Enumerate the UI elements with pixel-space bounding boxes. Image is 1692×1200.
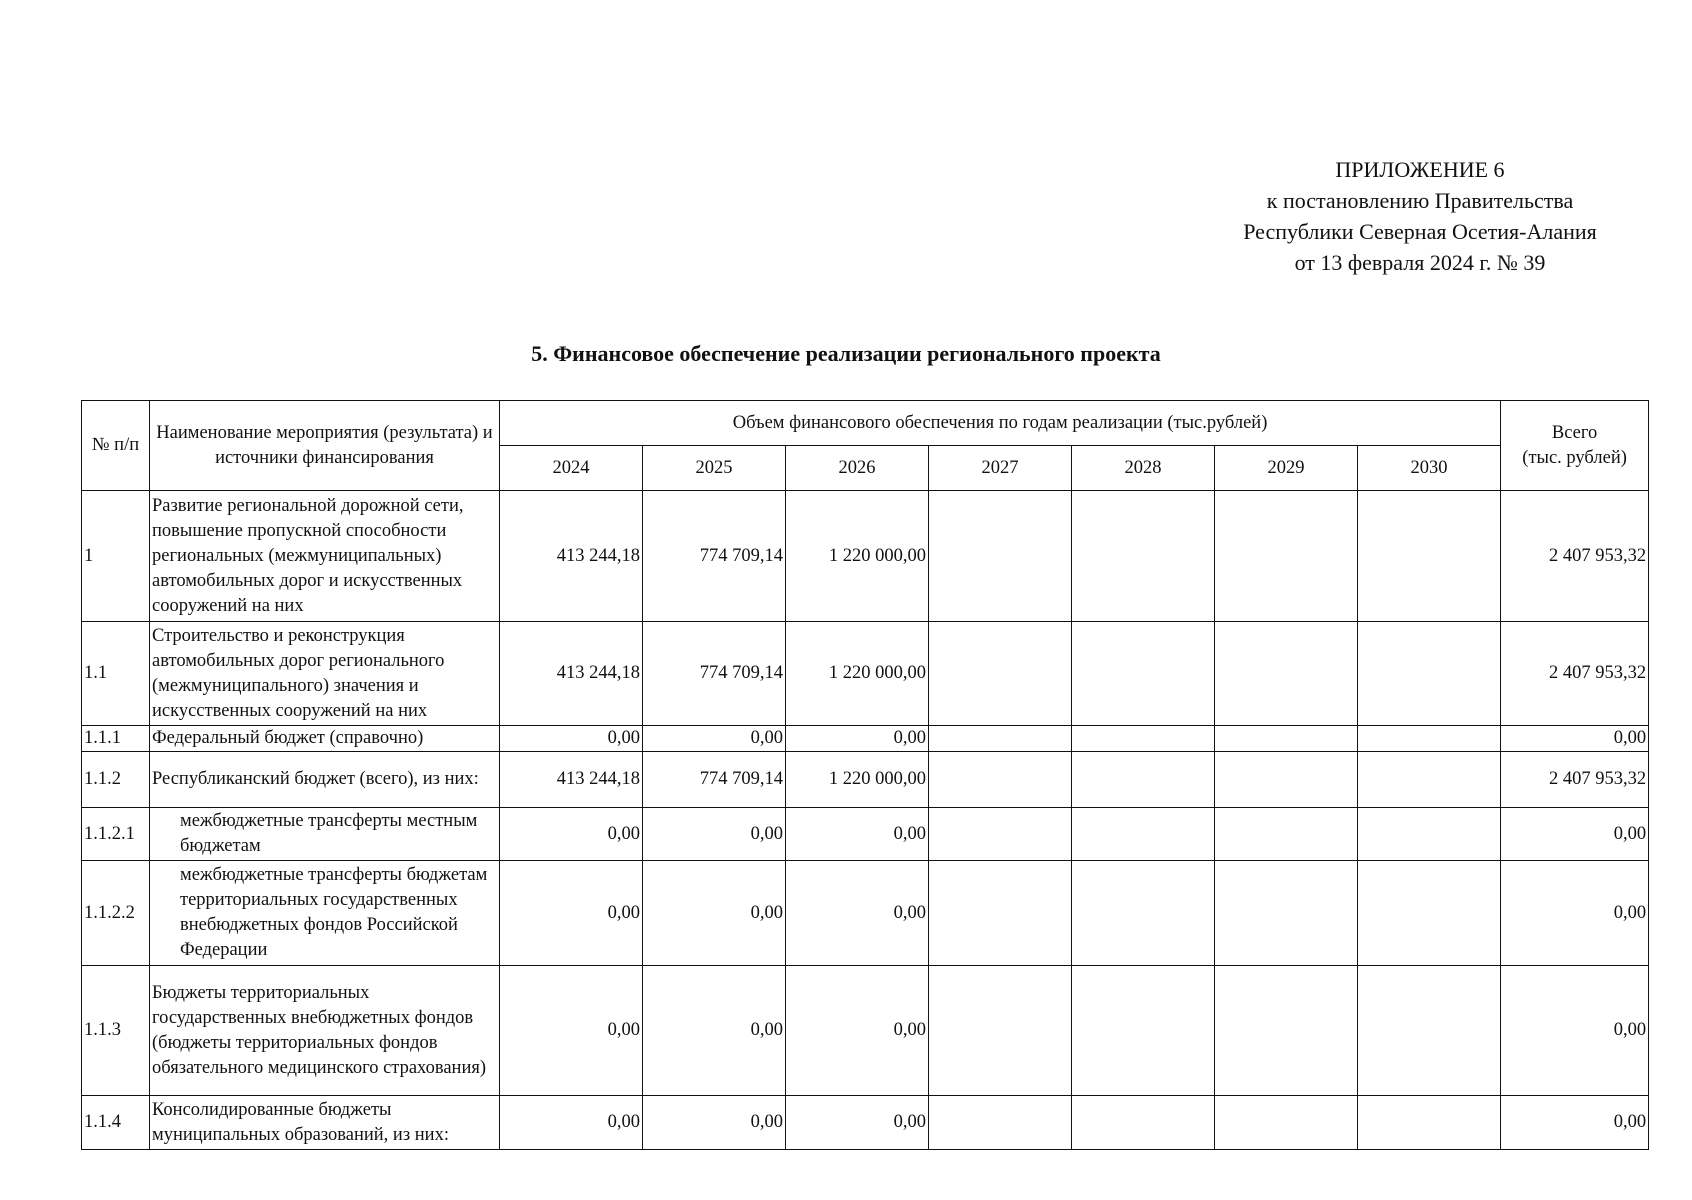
header-num: № п/п [82, 401, 150, 491]
value-cell: 0,00 [786, 726, 929, 752]
value-cell [1358, 622, 1501, 726]
value-cell [1215, 726, 1358, 752]
header-year: 2027 [929, 446, 1072, 491]
value-cell: 1 220 000,00 [786, 491, 929, 622]
value-cell: 0,00 [786, 966, 929, 1096]
row-name: Бюджеты территориальных государственных внебюджетных фондов (бюджеты территориальных фондов обязательного медицинского страхования) [150, 966, 500, 1096]
total-cell: 2 407 953,32 [1501, 491, 1649, 622]
value-cell [1072, 966, 1215, 1096]
value-cell [929, 861, 1072, 966]
header-volume: Объем финансового обеспечения по годам реализации (тыс.рублей) [500, 401, 1501, 446]
value-cell: 0,00 [643, 808, 786, 861]
value-cell [1072, 808, 1215, 861]
value-cell: 0,00 [500, 726, 643, 752]
value-cell: 774 709,14 [643, 752, 786, 808]
value-cell [1215, 1096, 1358, 1150]
value-cell [1072, 622, 1215, 726]
header-year: 2025 [643, 446, 786, 491]
financing-table [81, 400, 1649, 1150]
header-year: 2028 [1072, 446, 1215, 491]
table-row [82, 752, 1649, 808]
table-row [82, 966, 1649, 1096]
value-cell [1072, 861, 1215, 966]
row-number: 1.1 [82, 622, 150, 726]
total-cell: 0,00 [1501, 966, 1649, 1096]
value-cell: 0,00 [643, 1096, 786, 1150]
value-cell [1072, 491, 1215, 622]
value-cell: 413 244,18 [500, 752, 643, 808]
row-name: межбюджетные трансферты местным бюджетам [150, 808, 500, 861]
value-cell: 0,00 [786, 861, 929, 966]
row-name: межбюджетные трансферты бюджетам территориальных государственных внебюджетных фондов Российской Федерации [150, 861, 500, 966]
value-cell: 0,00 [643, 726, 786, 752]
row-name: Республиканский бюджет (всего), из них: [150, 752, 500, 808]
table-header [82, 401, 1649, 491]
total-cell: 0,00 [1501, 808, 1649, 861]
row-name: Развитие региональной дорожной сети, повышение пропускной способности региональных (межмуниципальных) автомобильных дорог и искусственных сооружений на них [150, 491, 500, 622]
total-cell: 0,00 [1501, 1096, 1649, 1150]
row-number: 1 [82, 491, 150, 622]
value-cell [1358, 491, 1501, 622]
header-name: Наименование мероприятия (результата) и источники финансирования [150, 401, 500, 491]
header-year: 2030 [1358, 446, 1501, 491]
header-year: 2026 [786, 446, 929, 491]
table-row [82, 1096, 1649, 1150]
header-year: 2029 [1215, 446, 1358, 491]
value-cell [1215, 622, 1358, 726]
table-row [82, 861, 1649, 966]
value-cell: 0,00 [500, 861, 643, 966]
table-row [82, 622, 1649, 726]
value-cell: 0,00 [500, 966, 643, 1096]
value-cell [1358, 726, 1501, 752]
value-cell: 1 220 000,00 [786, 752, 929, 808]
value-cell [1215, 966, 1358, 1096]
value-cell: 0,00 [643, 861, 786, 966]
appendix-line-4: от 13 февраля 2024 г. № 39 [1294, 250, 1546, 275]
value-cell: 0,00 [786, 808, 929, 861]
value-cell [1072, 1096, 1215, 1150]
value-cell: 0,00 [500, 1096, 643, 1150]
value-cell: 413 244,18 [500, 491, 643, 622]
value-cell [1072, 752, 1215, 808]
row-number: 1.1.2.2 [82, 861, 150, 966]
value-cell: 0,00 [643, 966, 786, 1096]
value-cell: 1 220 000,00 [786, 622, 929, 726]
value-cell [1358, 861, 1501, 966]
header-total [1501, 401, 1649, 491]
appendix-line-1: ПРИЛОЖЕНИЕ 6 [1335, 157, 1505, 182]
value-cell [929, 622, 1072, 726]
total-cell: 0,00 [1501, 861, 1649, 966]
header-total-line-2: (тыс. рублей) [1522, 447, 1627, 468]
value-cell: 413 244,18 [500, 622, 643, 726]
value-cell: 774 709,14 [643, 491, 786, 622]
value-cell [929, 1096, 1072, 1150]
row-name: Консолидированные бюджеты муниципальных образований, из них: [150, 1096, 500, 1150]
value-cell [1358, 966, 1501, 1096]
table-row [82, 491, 1649, 622]
row-number: 1.1.3 [82, 966, 150, 1096]
value-cell: 0,00 [786, 1096, 929, 1150]
appendix-line-3: Республики Северная Осетия-Алания [1243, 219, 1597, 244]
total-cell: 0,00 [1501, 726, 1649, 752]
header-row-1 [82, 401, 1649, 446]
document-title: 5. Финансовое обеспечение реализации регионального проекта [531, 341, 1161, 366]
value-cell [1215, 491, 1358, 622]
value-cell [929, 752, 1072, 808]
value-cell: 0,00 [500, 808, 643, 861]
appendix-line-2: к постановлению Правительства [1266, 188, 1574, 213]
row-number: 1.1.2 [82, 752, 150, 808]
value-cell [1358, 1096, 1501, 1150]
table-body [82, 491, 1649, 1150]
value-cell [929, 726, 1072, 752]
row-number: 1.1.2.1 [82, 808, 150, 861]
value-cell [1215, 808, 1358, 861]
value-cell [929, 491, 1072, 622]
appendix-block [1220, 154, 1620, 278]
total-cell: 2 407 953,32 [1501, 622, 1649, 726]
value-cell: 774 709,14 [643, 622, 786, 726]
value-cell [929, 966, 1072, 1096]
row-name: Строительство и реконструкция автомобильных дорог регионального (межмуниципального) значения и искусственных сооружений на них [150, 622, 500, 726]
total-cell: 2 407 953,32 [1501, 752, 1649, 808]
value-cell [929, 808, 1072, 861]
header-year: 2024 [500, 446, 643, 491]
row-number: 1.1.4 [82, 1096, 150, 1150]
value-cell [1215, 752, 1358, 808]
table-row [82, 808, 1649, 861]
value-cell [1215, 861, 1358, 966]
row-name: Федеральный бюджет (справочно) [150, 726, 500, 752]
header-total-line-1: Всего [1551, 422, 1598, 443]
value-cell [1358, 752, 1501, 808]
value-cell [1072, 726, 1215, 752]
table-row [82, 726, 1649, 752]
value-cell [1358, 808, 1501, 861]
row-number: 1.1.1 [82, 726, 150, 752]
